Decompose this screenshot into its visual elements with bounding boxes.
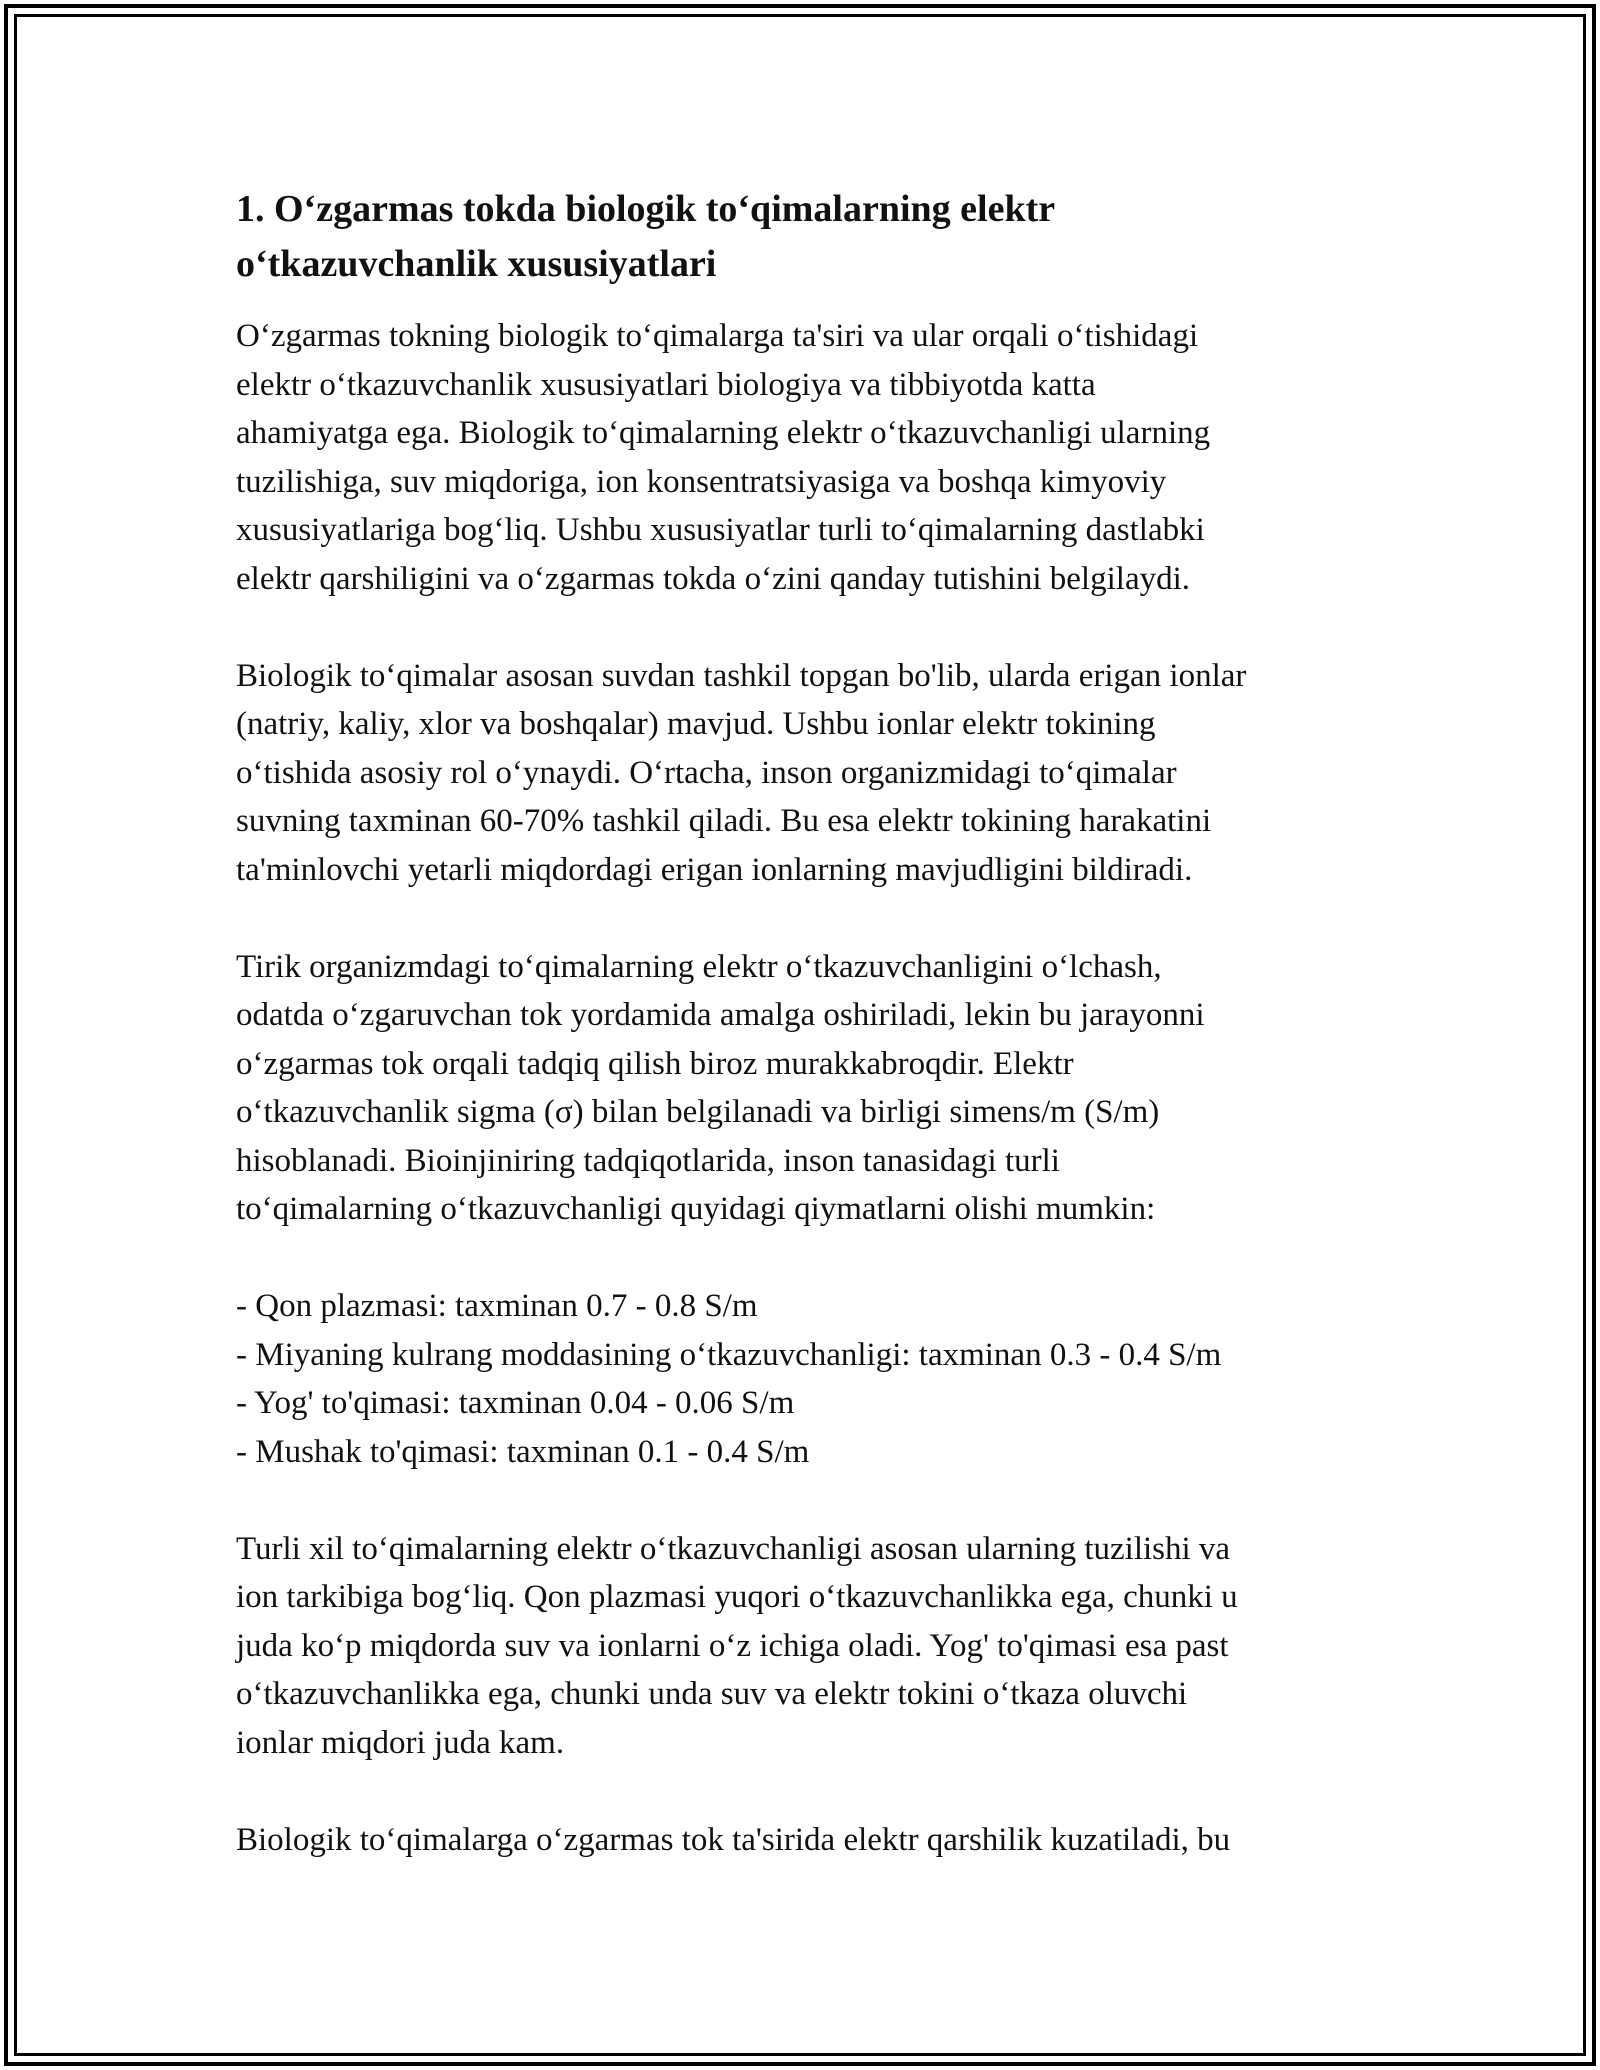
text-line: O‘zgarmas tokning biologik to‘qimalarga ta'siri va ular orqali o‘tishidagi xyxy=(236,318,1199,354)
text-line: o‘tkazuvchanlik sigma (σ) bilan belgilanadi va birligi simens/m (S/m) xyxy=(236,1094,1160,1130)
section-title xyxy=(236,182,1376,292)
text-line: ta'minlovchi yetarli miqdordagi erigan ionlarning mavjudligini bildiradi. xyxy=(236,851,1193,888)
paragraph-intro xyxy=(236,312,1376,603)
text-line: hisoblanadi. Bioinjiniring tadqiqotlarida, inson tanasidagi turli xyxy=(236,1142,1060,1179)
text-line: Turli xil to‘qimalarning elektr o‘tkazuvchanligi asosan ularning tuzilishi va xyxy=(236,1530,1231,1567)
text-line: odatda o‘zgaruvchan tok yordamida amalga oshiriladi, lekin bu jarayonni xyxy=(236,997,1205,1033)
text-line: elektr o‘tkazuvchanlik xususiyatlari biologiya va tibbiyotda katta xyxy=(236,366,1096,403)
list-item: - Miyaning kulrang moddasining o‘tkazuvchanligi: taxminan 0.3 - 0.4 S/m xyxy=(236,1336,1222,1373)
text-line: ahamiyatga ega. Biologik to‘qimalarning elektr o‘tkazuvchanligi ularning xyxy=(236,415,1211,451)
text-line: (natriy, kaliy, xlor va boshqalar) mavjud. Ushbu ionlar elektr tokining xyxy=(236,706,1156,742)
list-item: - Mushak to'qimasi: taxminan 0.1 - 0.4 S/m xyxy=(236,1433,810,1470)
paragraph-structure xyxy=(236,1525,1376,1768)
paragraph-resistance xyxy=(236,1816,1376,1865)
text-line: juda ko‘p miqdorda suv va ionlarni o‘z ichiga oladi. Yog' to'qimasi esa past xyxy=(236,1627,1229,1664)
text-line: ion tarkibiga bog‘liq. Qon plazmasi yuqori o‘tkazuvchanlikka ega, chunki u xyxy=(236,1579,1238,1615)
document-page xyxy=(236,182,1376,1913)
list-item: - Qon plazmasi: taxminan 0.7 - 0.8 S/m xyxy=(236,1288,758,1324)
title-line: o‘tkazuvchanlik xususiyatlari xyxy=(236,243,717,285)
paragraph-measurement xyxy=(236,943,1376,1234)
text-line: o‘tkazuvchanlikka ega, chunki unda suv va elektr tokini o‘tkaza oluvchi xyxy=(236,1676,1188,1712)
text-line: tuzilishiga, suv miqdoriga, ion konsentratsiyasiga va boshqa kimyoviy xyxy=(236,463,1167,500)
text-line: xususiyatlariga bog‘liq. Ushbu xususiyatlar turli to‘qimalarning dastlabki xyxy=(236,512,1205,548)
paragraph-ions xyxy=(236,652,1376,895)
text-line: Tirik organizmdagi to‘qimalarning elektr o‘tkazuvchanligini o‘lchash, xyxy=(236,948,1162,985)
text-line: ionlar miqdori juda kam. xyxy=(236,1724,565,1761)
text-line: elektr qarshiligini va o‘zgarmas tokda o‘zini qanday tutishini belgilaydi. xyxy=(236,560,1191,597)
text-line: to‘qimalarning o‘tkazuvchanligi quyidagi qiymatlarni olishi mumkin: xyxy=(236,1191,1156,1227)
text-line: Biologik to‘qimalarga o‘zgarmas tok ta'sirida elektr qarshilik kuzatiladi, bu xyxy=(236,1821,1231,1858)
title-line: 1. O‘zgarmas tokda biologik to‘qimalarning elektr xyxy=(236,188,1056,230)
text-line: suvning taxminan 60-70% tashkil qiladi. Bu esa elektr tokining harakatini xyxy=(236,803,1212,839)
text-line: o‘zgarmas tok orqali tadqiq qilish biroz murakkabroqdir. Elektr xyxy=(236,1045,1074,1082)
text-line: o‘tishida asosiy rol o‘ynaydi. O‘rtacha, inson organizmidagi to‘qimalar xyxy=(236,754,1177,791)
text-line: Biologik to‘qimalar asosan suvdan tashkil topgan bo'lib, ularda erigan ionlar xyxy=(236,657,1247,694)
conductivity-list xyxy=(236,1282,1376,1476)
list-item: - Yog' to'qimasi: taxminan 0.04 - 0.06 S/m xyxy=(236,1385,795,1421)
